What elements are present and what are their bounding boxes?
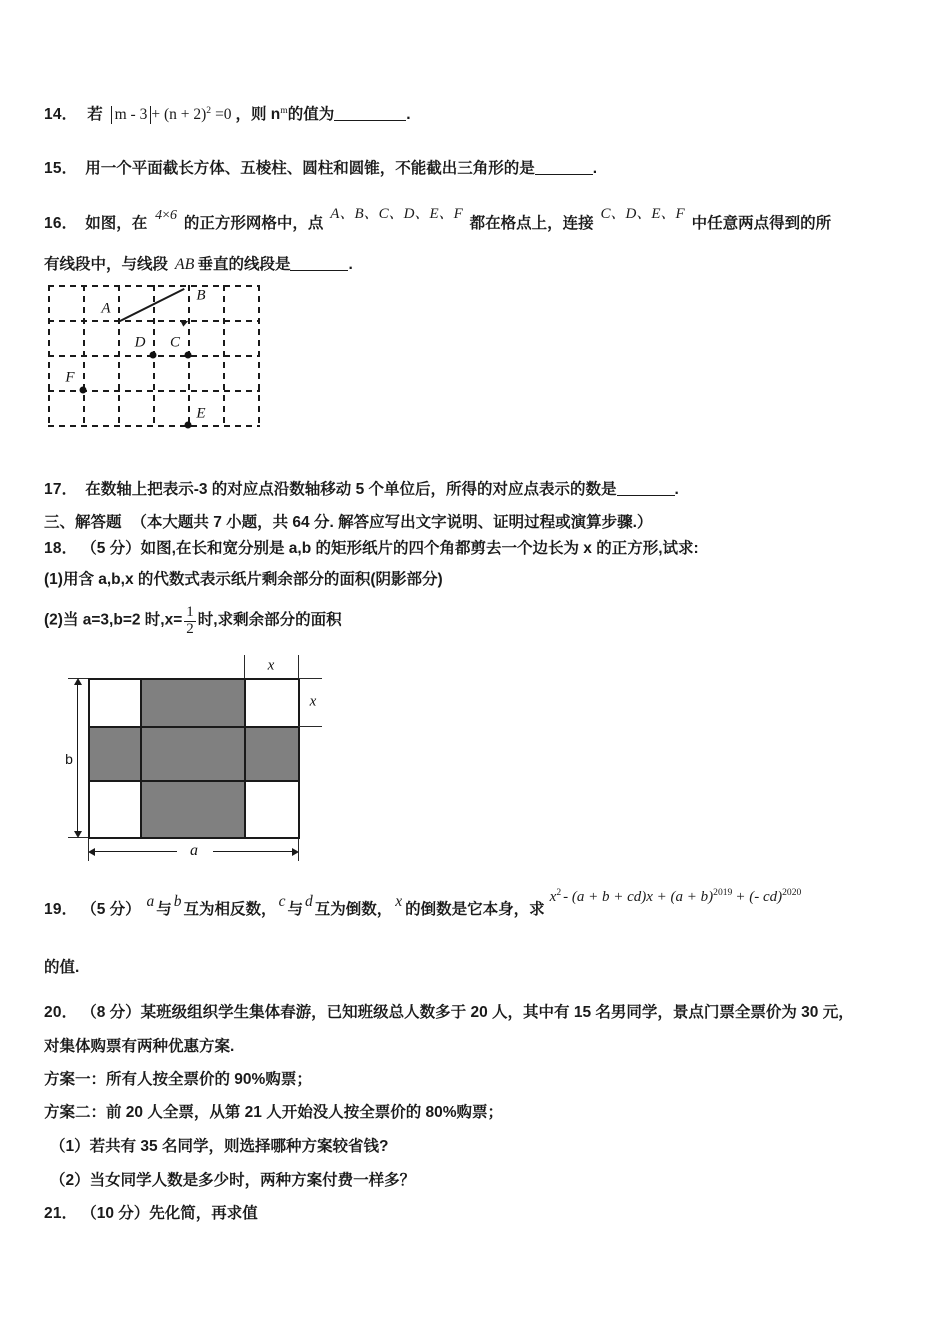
rect-line-bottom: [88, 837, 300, 839]
question-20-sub-1: [50, 1135, 388, 1158]
q19-score: （5 分）: [81, 901, 141, 918]
rect-label-b: b: [65, 751, 73, 767]
question-18-stem: [44, 537, 699, 560]
q18-part2-post: 时,求剩余部分的面积: [197, 611, 342, 629]
q16-segment-ab: AB: [174, 256, 195, 273]
rect-dim-b-arrow-bottom: [74, 831, 82, 838]
question-15: [44, 157, 597, 180]
q16-answer-blank[interactable]: [290, 270, 348, 271]
rect-cell-top-left: [88, 678, 140, 726]
q20-plan1-text: 方案一：所有人按全票价的 90%购票；: [44, 1071, 312, 1088]
q15-end: .: [592, 160, 598, 177]
grid-label-A: A: [101, 300, 111, 317]
q20-sub2-text: （2）当女同学人数是多少时，两种方案付费一样多？: [50, 1172, 416, 1189]
q18-stem-text: 如图,在长和宽分别是 a,b 的矩形纸片的四个角都剪去一个边长为 x 的正方形,试求:: [140, 540, 699, 557]
q20-score: （8 分）: [81, 1004, 141, 1021]
q14-answer-blank[interactable]: [334, 120, 406, 121]
q14-expr-eq: =0: [215, 106, 232, 123]
rect-line-top: [88, 678, 300, 680]
q14-tail: 的值为: [287, 106, 335, 123]
grid-vline-5: [223, 285, 225, 427]
rect-line-right: [298, 678, 300, 839]
q16-grid-exp: 6: [170, 208, 178, 223]
question-16-line1: [44, 206, 832, 236]
question-19-line2: [44, 956, 79, 979]
q14-abs-expression: m - 3: [111, 106, 152, 124]
rect-line-h1: [88, 726, 300, 728]
q20-line1-text: 某班级组织学生集体春游，已知班级总人数多于 20 人，其中有 15 名男同学，景点门票全票价为 30 元，: [140, 1004, 854, 1021]
rect-cell-top-middle: [140, 678, 244, 726]
rect-cell-grid: [88, 678, 300, 838]
q18-number: 18．: [44, 540, 78, 557]
rect-dim-a-line-right: [213, 851, 297, 852]
q14-expr-sup: 2: [206, 104, 212, 116]
question-20-line2: [44, 1035, 234, 1058]
q18-fraction-numerator: 1: [186, 604, 194, 620]
section-3-heading: [44, 511, 652, 534]
q19-var-d: d: [304, 893, 313, 910]
rect-dim-a-tick-left: [88, 839, 89, 861]
rect-ext-v-right: [298, 655, 299, 678]
q15-number: 15．: [44, 160, 78, 177]
grid-vline-1: [83, 285, 85, 427]
q14-expr-plus: + (n + 2): [151, 106, 207, 123]
section-3-detail: （本大题共 7 小题，共 64 分. 解答应写出文字说明、证明过程或演算步骤.）: [131, 514, 653, 531]
q19-t3: 与: [287, 901, 303, 918]
question-21: [44, 1202, 258, 1225]
q19-t2: 互为相反数，: [183, 901, 277, 918]
q19-var-a: a: [146, 893, 155, 910]
rect-dim-b-line: [77, 681, 78, 834]
rect-line-left: [88, 678, 90, 839]
q18-part2-pre: (2)当 a=3,b=2 时,x=: [44, 611, 183, 629]
q21-text: 先化简，再求值: [149, 1205, 258, 1222]
q19-expr-sup2: 2020: [782, 886, 802, 898]
q18-part1-text: (1)用含 a,b,x 的代数式表示纸片剩余部分的面积(阴影部分): [44, 571, 443, 588]
q16-points-all: A、B、C、D、E、F: [330, 206, 463, 222]
rect-cell-top-right: [244, 678, 300, 726]
q20-sub1-text: （1）若共有 35 名同学，则选择哪种方案较省钱?: [50, 1138, 389, 1155]
rect-cell-middle-right: [244, 726, 300, 780]
question-14: [44, 103, 411, 126]
q19-var-c: c: [278, 893, 286, 910]
q20-plan2-text: 方案二：前 20 人全票，从第 21 人开始没人按全票价的 80%购票；: [44, 1104, 504, 1121]
q16-line2-a: 有线段中，与线段: [44, 256, 169, 273]
rect-ext-h-bot: [298, 726, 322, 727]
grid-label-E: E: [196, 405, 206, 422]
q20-number: 20．: [44, 1004, 78, 1021]
rect-line-v2: [244, 678, 246, 839]
q14-end: .: [406, 106, 411, 123]
q17-end: .: [674, 481, 679, 498]
rect-cell-middle-left: [88, 726, 140, 780]
rect-cell-bottom-left: [88, 780, 140, 838]
question-18-part1: [44, 568, 443, 591]
question-16-line2: [44, 253, 353, 277]
q16-seg4: 中任意两点得到的所: [691, 215, 832, 232]
rect-label-x-right: x: [309, 693, 317, 710]
question-20-sub-2: [50, 1169, 415, 1192]
q19-var-x: x: [395, 893, 403, 910]
q19-var-b: b: [173, 893, 182, 910]
q18-fraction-one-half: [184, 605, 196, 638]
grid-point-F-dot: [80, 387, 87, 394]
q17-answer-blank[interactable]: [617, 495, 675, 496]
segment-AB: [118, 288, 185, 323]
rect-dim-b-arrow-top: [74, 678, 82, 685]
question-20-plan-2: [44, 1101, 503, 1124]
question-20-plan-1: [44, 1068, 312, 1091]
rect-label-a: a: [190, 842, 198, 859]
q16-seg2: 的正方形网格中，点: [183, 215, 324, 232]
q19-t5: 的倒数是它本身，求: [405, 901, 545, 918]
rect-cell-bottom-middle: [140, 780, 244, 838]
q14-mid: ，则 n: [235, 106, 281, 123]
grid-label-F: F: [65, 369, 75, 386]
question-19-line1: [44, 886, 802, 922]
rect-label-x-top: x: [267, 657, 275, 674]
q15-text: 用一个平面截长方体、五棱柱、圆柱和圆锥，不能截出三角形的是: [85, 160, 535, 177]
rect-line-h2: [88, 780, 300, 782]
q14-number: 14．: [44, 106, 78, 123]
q19-line2-text: 的值.: [44, 959, 80, 976]
q19-expr-minus: - (a + b + cd)x + (a + b): [563, 889, 714, 905]
q19-expr-x: x: [549, 889, 557, 905]
question-17: [44, 478, 679, 501]
q14-mid-sup: m: [280, 104, 288, 116]
q16-seg3: 都在格点上，连接: [469, 215, 594, 232]
rect-ext-h-top: [298, 678, 322, 679]
q16-seg1: 如图，在: [85, 215, 148, 232]
grid-point-D-dot: [150, 352, 157, 359]
q18-rectangle-figure: [60, 655, 320, 870]
rect-dim-a-line-left: [91, 851, 177, 852]
q16-line2-b: 垂直的线段是: [197, 256, 291, 273]
rect-cell-middle-middle: [140, 726, 244, 780]
q14-lead: 若: [87, 106, 103, 123]
grid-vline-2: [118, 285, 120, 427]
q18-score: （5 分）: [81, 540, 141, 557]
rect-cell-bottom-right: [244, 780, 300, 838]
q19-t1: 与: [156, 901, 172, 918]
grid-label-C: C: [169, 334, 181, 351]
q21-number: 21．: [44, 1205, 78, 1222]
q15-answer-blank[interactable]: [535, 174, 593, 175]
q21-score: （10 分）: [81, 1205, 150, 1222]
q16-number: 16．: [44, 215, 78, 232]
rect-dim-a-tick-right: [298, 839, 299, 861]
q16-lattice-figure: [48, 285, 260, 428]
rect-ext-v-left: [244, 655, 245, 678]
q17-text: 在数轴上把表示-3 的对应点沿数轴移动 5 个单位后，所得的对应点表示的数是: [85, 481, 617, 498]
question-18-part2: [44, 605, 342, 638]
grid-vline-0: [48, 285, 50, 427]
grid-vline-6: [258, 285, 260, 427]
grid-point-C-dot: [185, 352, 192, 359]
grid-label-B: B: [196, 287, 206, 304]
q16-grid-times: ×: [162, 208, 171, 223]
q20-line2-text: 对集体购票有两种优惠方案.: [44, 1038, 235, 1055]
q17-number: 17．: [44, 481, 78, 498]
q16-line2-end: .: [348, 256, 353, 273]
q16-grid-base: 4: [155, 208, 163, 223]
q16-points-sub: C、D、E、F: [600, 206, 685, 222]
q18-fraction-denominator: 2: [186, 620, 194, 637]
grid-point-E-dot: [185, 422, 192, 429]
q19-expr-x-sup: 2: [556, 886, 562, 898]
section-3-title: 三、解答题: [44, 514, 122, 531]
q19-expr-plus: + (- cd): [735, 889, 783, 905]
q19-number: 19．: [44, 901, 78, 918]
question-20-line1: [44, 1001, 854, 1024]
rect-line-v1: [140, 678, 142, 839]
q19-t4: 互为倒数，: [314, 901, 393, 918]
grid-label-D: D: [134, 334, 146, 351]
q19-expr-sup1: 2019: [713, 886, 733, 898]
